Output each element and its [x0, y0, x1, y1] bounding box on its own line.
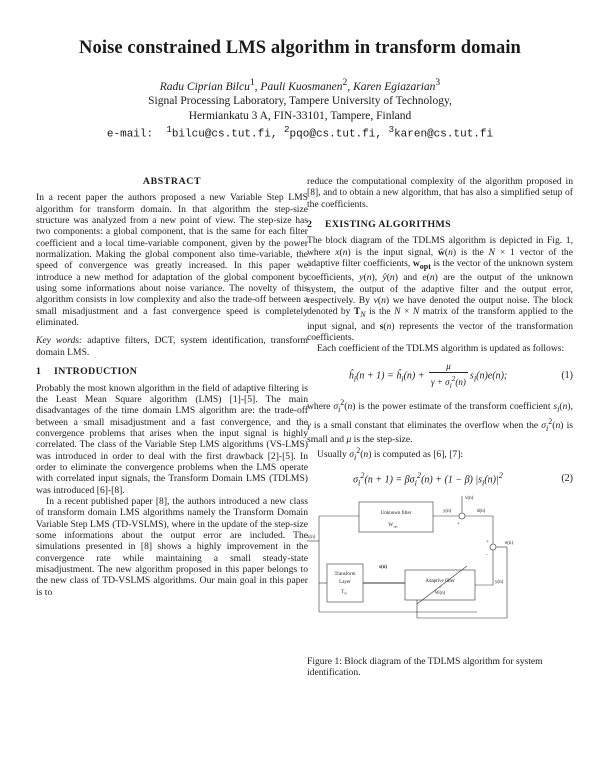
email-1[interactable]: bilcu@cs.tut.fi, [171, 128, 278, 141]
sec2-paragraph-2: Each coefficient of the TDLMS algorithm is updated as follows: [317, 343, 565, 355]
section-2-heading: 2 EXISTING ALGORITHMS [307, 219, 452, 231]
equation-2: $\sigma_i^2(n + 1) = \beta\sigma_i^2(n) + (1 - \beta)$ $|s_i(n)|^2$ (2) [353, 470, 573, 488]
sec2-paragraph-3: where $\sigma_i^2(n)$ is the power estimate of the transform coefficient $s_i(n)$, γ is a small constant that eliminates the overflow when the $\sigma_i^2(n)$ is small and μ is the step-size. [307, 398, 573, 445]
svg-text:+: + [486, 540, 489, 546]
abstract-text: In a recent paper the authors proposed a new Variable Step LMS algorithm for transform domain. In that algorithm the step-size structure was analyzed from a new point of view. The step-size has two components: a global component, that is the same for each filter coefficient and a local time-variable component, given by the power normalization. Making the global component also time-variable, the speed of convergence was greatly increased. In this paper we introduce a new method for adaptation of the global component by using some informations about noise variance. The novelty of this algorithm consists in low complexity and also the trade-off between a small misadjustment and a fast convergence speed is completely eliminated. [36, 192, 308, 329]
svg-text:Layer: Layer [339, 580, 351, 586]
abstract-heading: ABSTRACT [142, 176, 202, 187]
svg-text:^: ^ [438, 586, 442, 592]
author-block [0, 76, 600, 142]
svg-text:v(n): v(n) [465, 496, 474, 502]
author-names: Radu Ciprian Bilcu$^1$, Pauli Kuosmanen$^2$, Karen Egiazarian$^3$ [159, 77, 441, 93]
svg-text:-: - [486, 553, 488, 559]
intro-continuation: reduce the computational complexity of the algorithm proposed in [8], and to obtain a new algorithm, that has also a simplified setup of the coefficients. [307, 176, 573, 210]
svg-text:y(n): y(n) [495, 580, 504, 586]
email-2[interactable]: pqo@cs.tut.fi, [289, 128, 382, 141]
right-column [307, 176, 573, 678]
equation-1: $ĥ_i(n + 1)$ = $ĥ_i(n)$ + $\frac{\mu}{\gamma + \sigma_i^2(n)}$ $s_i(n)e(n)$; (1) [348, 360, 573, 390]
paper-title: Noise constrained LMS algorithm in transform domain [79, 38, 521, 58]
svg-text:Adaptive filter: Adaptive filter [425, 579, 455, 585]
svg-text:TN: $T_N$ [341, 590, 347, 596]
svg-text:Wopt: $W_{opt}$ [388, 523, 398, 529]
svg-text:+: + [457, 522, 460, 528]
svg-text:Transform: Transform [334, 572, 356, 578]
email-line: e-mail: $^1$bilcu@cs.tut.fi, $^2$pqo@cs.tut.fi, $^3$karen@cs.tut.fi [106, 124, 494, 141]
sec2-paragraph-1: The block diagram of the TDLMS algorithm is depicted in Fig. 1, where x(n) is the input signal, ŵ(n) is the N × 1 vector of the adaptive filter coefficients, $w_{opt}$ is the vector of the unknown system coefficients, y(n), ŷ(n) and e(n) are the output of the unknown system, the output of the adaptive filter and the output error, respectively. By v(n) we have denoted the output noise. The block denoted by $T_N$ is the N × N matrix of the transform applied to the input signal, and s(n) represents the vector of the transformation coefficients. [307, 235, 574, 343]
figure-1-diagram [307, 494, 573, 647]
email-3[interactable]: karen@cs.tut.fi [394, 128, 494, 141]
figure-1-caption: Figure 1: Block diagram of the TDLMS algorithm for system identification. [307, 655, 543, 679]
svg-text:e(n): e(n) [505, 541, 514, 547]
svg-text:x(n): x(n) [307, 535, 316, 541]
keywords: Key words: adaptive filters, DCT, system identification, transform domain LMS. [36, 335, 308, 358]
svg-text:y(n): y(n) [443, 509, 452, 515]
author-1: Radu Ciprian Bilcu [159, 80, 250, 93]
intro-paragraph-1: Probably the most known algorithm in the field of adaptive filtering is the Least Mean Square algorithm (LMS) [1]-[5]. The main disadvantages of the time domain LMS algorithm are: the trade-off between a small misadjustment and a fast convergence, and the convergence problems that arises when the input signal is highly correlated. The class of the Variable Step LMS algorithms (VS-LMS) was introduced in order to deal with the first drawback [2]-[5]. In order to eliminate the convergence problems when the LMS operate with correlated input signals, the Transform Domain LMS (TDLMS) was introduced [6]-[8]. [36, 382, 308, 496]
sec2-paragraph-4: Usually $\sigma_i^2(n)$ is computed as [6], [7]: [317, 446, 464, 463]
svg-text:d(n): d(n) [477, 509, 486, 515]
svg-text:W(n): W(n) [434, 591, 446, 597]
author-3: Karen Egiazarian [353, 80, 436, 93]
affiliation-line-1: Signal Processing Laboratory, Tampere University of Technology, [148, 95, 452, 108]
affiliation-line-2: Hermiankatu 3 A, FIN-33101, Tampere, Finland [188, 109, 412, 122]
intro-paragraph-2: In a recent published paper [8], the authors introduced a new class of transform domain LMS algorithms namely the Transform Domain Variable Step LMS (TD-VSLMS), where in the update of the step-size some informations about the output error are included. The simulations presented in [8] shows a highly improvement in the convergence rate while maintaining a small steady-state misadjustment. The new algorithm proposed in this paper belongs to the new class of TD-VSLMS algorithms. Our main goal in this paper is to [36, 495, 308, 598]
section-1-heading: 1 INTRODUCTION [36, 366, 138, 378]
unknown-filter-label: Unknown filter [380, 511, 412, 517]
svg-text:s(n): s(n) [379, 565, 388, 571]
left-column [36, 176, 308, 598]
author-2: Pauli Kuosmanen [260, 80, 343, 93]
